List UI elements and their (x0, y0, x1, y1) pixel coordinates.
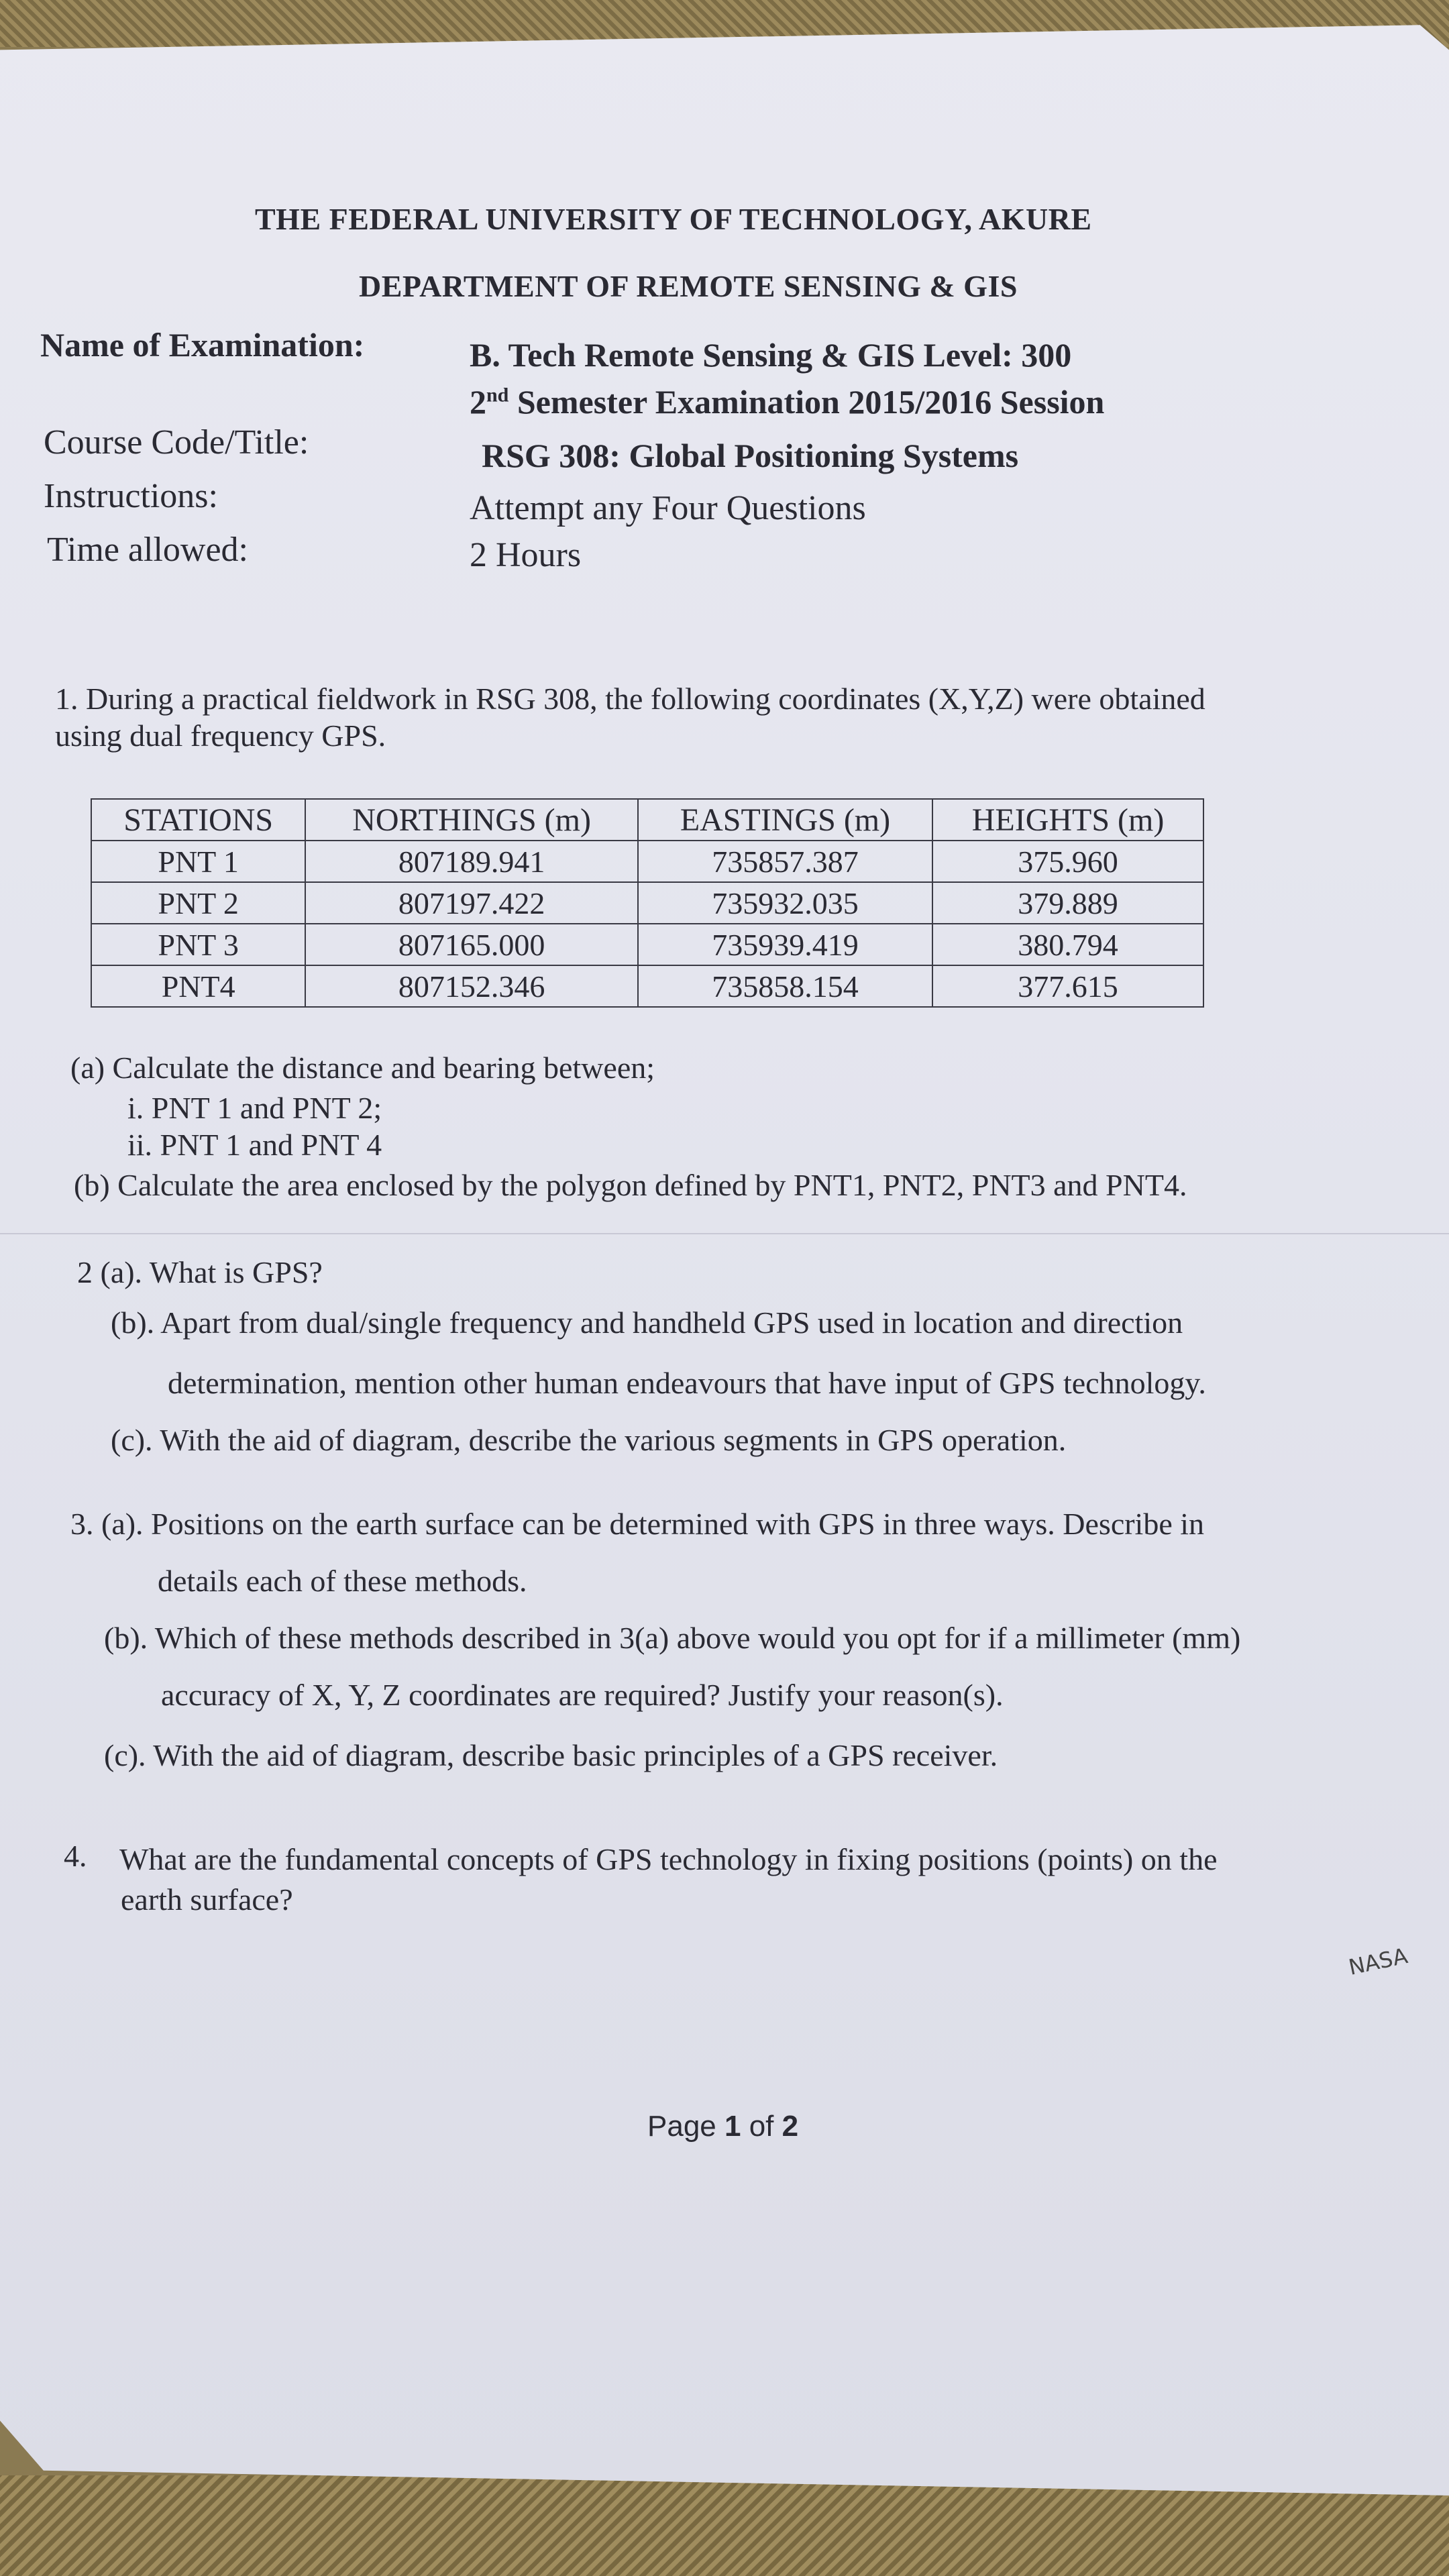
q2-part-b-line1: (b). Apart from dual/single frequency and handheld GPS used in location and direction (111, 1305, 1183, 1340)
table-cell: 807152.346 (305, 965, 638, 1007)
q1-part-b: (b) Calculate the area enclosed by the polygon defined by PNT1, PNT2, PNT3 and PNT4. (74, 1168, 1187, 1202)
q1-part-a-i: i. PNT 1 and PNT 2; (127, 1091, 382, 1125)
handwritten-note: NASA (1346, 1943, 1410, 1980)
page-number (647, 2110, 798, 2143)
q1-text-line1: 1. During a practical fieldwork in RSG 308, the following coordinates (X,Y,Z) were obtained (55, 682, 1205, 716)
exam-name-label: Name of Examination: (40, 326, 365, 364)
table-cell: 379.889 (932, 882, 1203, 924)
table-cell: 735857.387 (638, 841, 932, 882)
table-cell: 735939.419 (638, 924, 932, 965)
table-cell: PNT 2 (91, 882, 305, 924)
table-header-cell: NORTHINGS (m) (305, 799, 638, 841)
table-row (91, 841, 1203, 882)
page-total: 2 (782, 2110, 799, 2143)
q1-text-line2: using dual frequency GPS. (55, 718, 386, 753)
course-label: Course Code/Title: (44, 423, 309, 462)
table-cell: PNT 1 (91, 841, 305, 882)
q2-part-a: 2 (a). What is GPS? (77, 1255, 323, 1289)
q3-part-a-line2: details each of these methods. (158, 1564, 527, 1598)
exam-name-value: B. Tech Remote Sensing & GIS Level: 300 (470, 336, 1072, 374)
time-label: Time allowed: (47, 531, 248, 569)
q3-part-b-line1: (b). Which of these methods described in 3(a) above would you opt for if a millimeter (mm) (104, 1621, 1241, 1655)
table-cell: 375.960 (932, 841, 1203, 882)
table-row (91, 924, 1203, 965)
semester-text: Semester Examination 2015/2016 Session (508, 383, 1105, 421)
page-prefix: Page (647, 2110, 724, 2143)
page-current: 1 (724, 2110, 741, 2143)
q3-part-c: (c). With the aid of diagram, describe basic principles of a GPS receiver. (104, 1738, 998, 1772)
q1-part-a: (a) Calculate the distance and bearing between; (70, 1051, 655, 1085)
instructions-value: Attempt any Four Questions (470, 489, 866, 527)
q4-text-line1: What are the fundamental concepts of GPS technology in fixing positions (points) on the (119, 1842, 1218, 1876)
q3-part-a-line1: 3. (a). Positions on the earth surface can be determined with GPS in three ways. Describe in (70, 1507, 1205, 1541)
q2-part-c: (c). With the aid of diagram, describe the various segments in GPS operation. (111, 1423, 1067, 1457)
table-row (91, 882, 1203, 924)
coordinates-table (91, 798, 1204, 1008)
table-cell: 380.794 (932, 924, 1203, 965)
q3-part-b-line2: accuracy of X, Y, Z coordinates are required? Justify your reason(s). (161, 1678, 1004, 1712)
table-header-cell: EASTINGS (m) (638, 799, 932, 841)
paper-fold-line (0, 1233, 1449, 1234)
semester-superscript: nd (486, 384, 509, 407)
q2-part-b-line2: determination, mention other human endeavours that have input of GPS technology. (168, 1366, 1206, 1400)
q4-text-line2: earth surface? (121, 1882, 293, 1917)
table-header-row (91, 799, 1203, 841)
table-cell: PNT4 (91, 965, 305, 1007)
semester-number: 2 (470, 383, 486, 421)
table-cell: 807197.422 (305, 882, 638, 924)
table-cell: 377.615 (932, 965, 1203, 1007)
table-cell: 807165.000 (305, 924, 638, 965)
table-header-cell: STATIONS (91, 799, 305, 841)
university-title: THE FEDERAL UNIVERSITY OF TECHNOLOGY, AKURE (255, 202, 1092, 236)
table-row (91, 965, 1203, 1007)
time-value: 2 Hours (470, 536, 582, 574)
q1-part-a-ii: ii. PNT 1 and PNT 4 (127, 1128, 382, 1162)
course-value: RSG 308: Global Positioning Systems (482, 437, 1019, 474)
table-cell: 735932.035 (638, 882, 932, 924)
page-of: of (741, 2110, 782, 2143)
instructions-label: Instructions: (44, 477, 218, 515)
exam-semester-value (470, 382, 1104, 421)
table-cell: 807189.941 (305, 841, 638, 882)
table-header-cell: HEIGHTS (m) (932, 799, 1203, 841)
q4-number: 4. (64, 1839, 87, 1873)
table-cell: 735858.154 (638, 965, 932, 1007)
department-title: DEPARTMENT OF REMOTE SENSING & GIS (359, 269, 1018, 303)
table-cell: PNT 3 (91, 924, 305, 965)
